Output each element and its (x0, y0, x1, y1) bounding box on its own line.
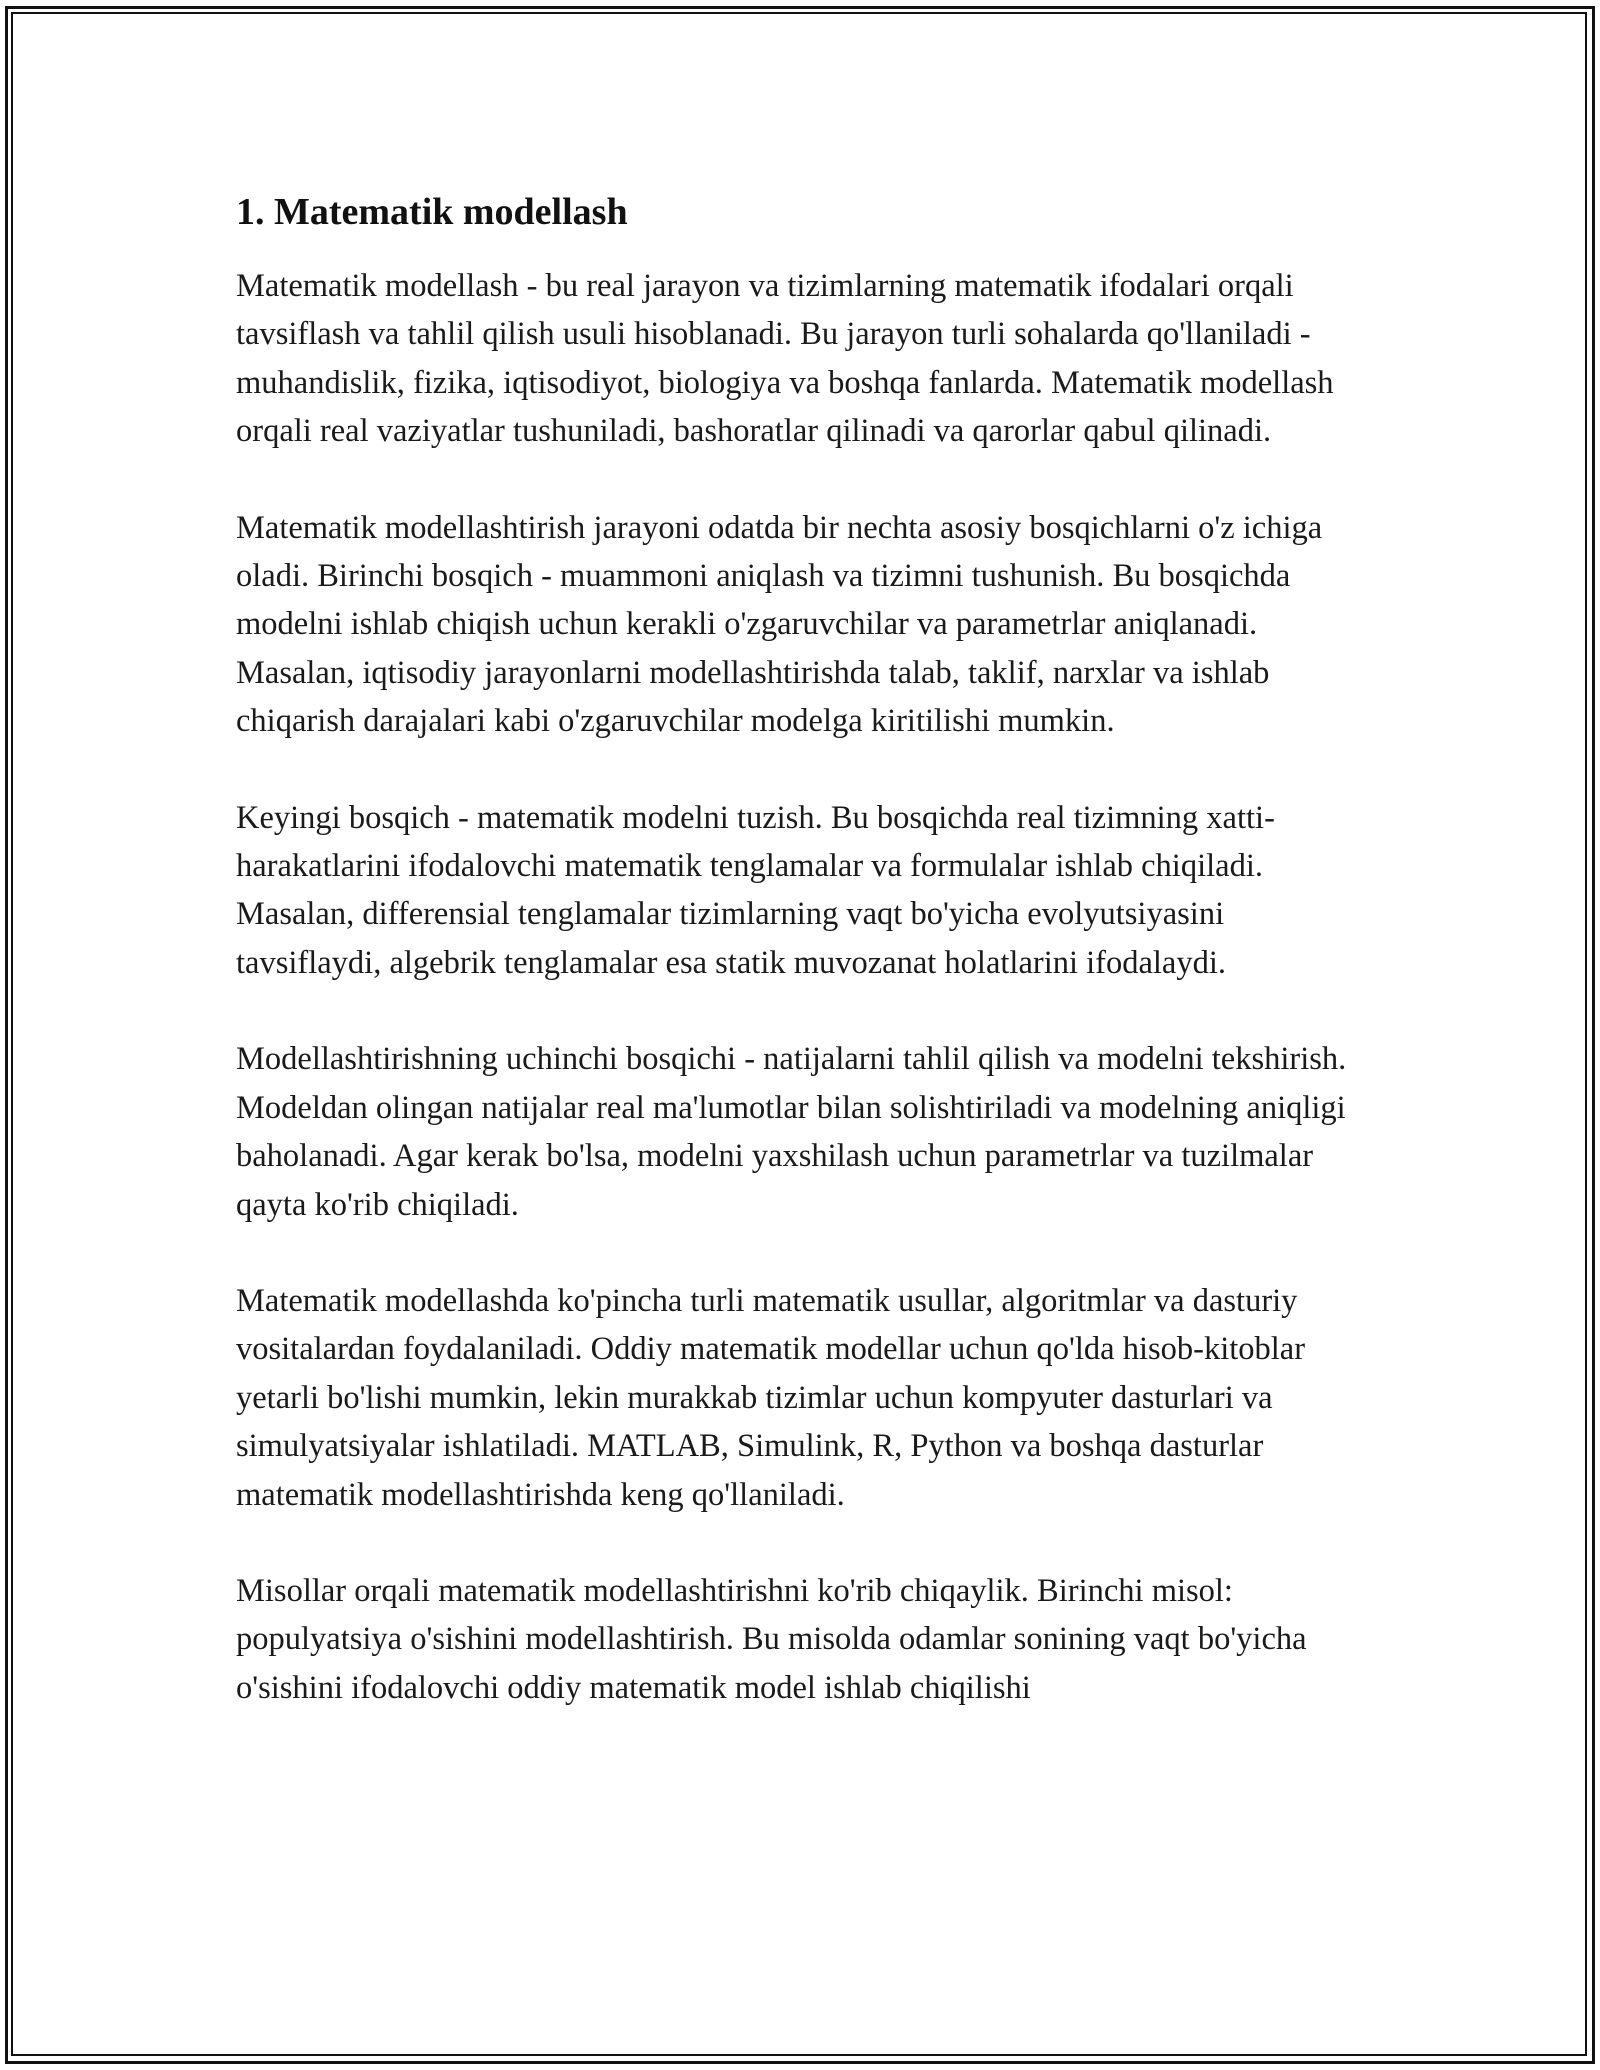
paragraph-examples: Misollar orqali matematik modellashtirishni ko'rib chiqaylik. Birinchi misol: populyatsiya o'sishini modellashtirish. Bu misolda odamlar sonining vaqt bo'yicha o'sishini ifodalovchi oddiy matematik model ishlab chiqilishi (236, 1572, 1307, 1706)
paragraph-intro: Matematik modellash - bu real jarayon va tizimlarning matematik ifodalari orqali tavsiflash va tahlil qilish usuli hisoblanadi. Bu jarayon turli sohalarda qo'llaniladi - muhandislik, fizika, iqtisodiyot, biologiya va boshqa fanlarda. Matematik modellash orqali real vaziyatlar tushuniladi, bashoratlar qilinadi va qarorlar qabul qilinadi. (236, 268, 1334, 450)
document-body (236, 186, 1376, 1760)
paragraph-stages: Matematik modellashtirish jarayoni odatda bir nechta asosiy bosqichlarni o'z ichiga oladi. Birinchi bosqich - muammoni aniqlash va tizimni tushunish. Bu bosqichda modelni ishlab chiqish uchun kerakli o'zgaruvchilar va parametrlar aniqlanadi. Masalan, iqtisodiy jarayonlarni modellashtirishda talab, taklif, narxlar va ishlab chiqarish darajalari kabi o'zgaruvchilar modelga kiritilishi mumkin. (236, 509, 1323, 740)
paragraph-analysis: Modellashtirishning uchinchi bosqichi - natijalarni tahlil qilish va modelni tekshirish. Modeldan olingan natijalar real ma'lumotlar bilan solishtiriladi va modelning aniqligi baholanadi. Agar kerak bo'lsa, modelni yaxshilash uchun parametrlar va tuzilmalar qayta ko'rib chiqiladi. (236, 1041, 1347, 1223)
section-heading: 1. Matematik modellash (236, 191, 628, 233)
paragraph-model-building: Keyingi bosqich - matematik modelni tuzish. Bu bosqichda real tizimning xatti-harakatlarini ifodalovchi matematik tenglamalar va formulalar ishlab chiqiladi. Masalan, differensial tenglamalar tizimlarning vaqt bo'yicha evolyutsiyasini tavsiflaydi, algebrik tenglamalar esa statik muvozanat holatlarini ifodalaydi. (236, 799, 1275, 981)
paragraph-tools: Matematik modellashda ko'pincha turli matematik usullar, algoritmlar va dasturiy vositalardan foydalaniladi. Oddiy matematik modellar uchun qo'lda hisob-kitoblar yetarli bo'lishi mumkin, lekin murakkab tizimlar uchun kompyuter dasturlari va simulyatsiyalar ishlatiladi. MATLAB, Simulink, R, Python va boshqa dasturlar matematik modellashtirishda keng qo'llaniladi. (236, 1282, 1306, 1513)
